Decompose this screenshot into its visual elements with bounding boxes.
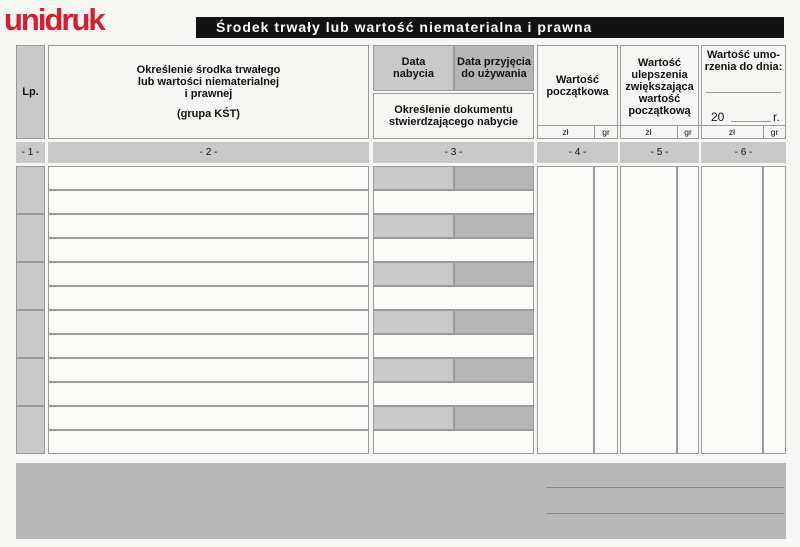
- col4-gr: gr: [602, 127, 610, 137]
- description-cell-bottom[interactable]: [48, 286, 369, 310]
- col6-zl: zł: [728, 127, 736, 137]
- col6-gr: gr: [770, 127, 779, 137]
- description-cell-top[interactable]: [48, 358, 369, 382]
- colnum-3: - 3 -: [373, 142, 534, 163]
- col6-split: [763, 125, 764, 139]
- col2-header-l3: i prawnej: [184, 88, 233, 100]
- acquisition-date-cell[interactable]: [373, 214, 454, 238]
- col3c-header-l2: stwierdzającego nabycie: [389, 116, 518, 128]
- summary-line-1: [546, 487, 784, 488]
- description-cell-bottom[interactable]: [48, 334, 369, 358]
- acquisition-date-cell[interactable]: [373, 310, 454, 334]
- lp-header: Lp.: [22, 86, 39, 98]
- depreciation-value-zl-cell[interactable]: [701, 166, 763, 454]
- description-cell-bottom[interactable]: [48, 430, 369, 454]
- description-cell-top[interactable]: [48, 310, 369, 334]
- col4-split: [594, 125, 595, 139]
- col5-header-l1: Wartość: [638, 57, 681, 69]
- document-cell[interactable]: [373, 382, 534, 406]
- description-cell-bottom[interactable]: [48, 382, 369, 406]
- col6-year-line: [731, 121, 771, 122]
- use-date-cell[interactable]: [454, 358, 534, 382]
- use-date-cell[interactable]: [454, 214, 534, 238]
- acquisition-date-cell[interactable]: [373, 358, 454, 382]
- col2-header-l4: (grupa KŚT): [177, 108, 240, 120]
- colnum-4: - 4 -: [537, 142, 618, 163]
- col6-year-suffix: r.: [773, 110, 780, 124]
- document-cell[interactable]: [373, 334, 534, 358]
- col5-split: [677, 125, 678, 139]
- use-date-cell[interactable]: [454, 406, 534, 430]
- colnum-6: - 6 -: [701, 142, 786, 163]
- col3a-header-l2: nabycia: [393, 68, 434, 80]
- initial-value-zl-cell[interactable]: [537, 166, 594, 454]
- description-cell-bottom[interactable]: [48, 238, 369, 262]
- col6-header-l1: Wartość umo-: [707, 49, 780, 61]
- initial-value-gr-cell[interactable]: [594, 166, 618, 454]
- acquisition-date-cell[interactable]: [373, 262, 454, 286]
- colnum-5: - 5 -: [620, 142, 699, 163]
- use-date-cell[interactable]: [454, 166, 534, 190]
- col5-header-l2: ulepszenia: [631, 69, 688, 81]
- currency-subrow-line: [537, 125, 786, 126]
- col3b-header-l2: do używania: [461, 68, 527, 80]
- colnum-2: - 2 -: [48, 142, 369, 163]
- document-cell[interactable]: [373, 238, 534, 262]
- col4-zl: zł: [562, 127, 569, 137]
- col6-date-line: [706, 92, 781, 93]
- lp-cell[interactable]: [16, 310, 45, 358]
- col5-header-l3: zwiększająca: [625, 81, 694, 93]
- improvement-value-gr-cell[interactable]: [677, 166, 699, 454]
- col2-header-l1: Określenie środka trwałego: [136, 64, 281, 76]
- description-cell-top[interactable]: [48, 406, 369, 430]
- brand-logo: [4, 2, 104, 38]
- col5-header-l4: wartość: [638, 93, 681, 105]
- description-cell-bottom[interactable]: [48, 190, 369, 214]
- use-date-cell[interactable]: [454, 262, 534, 286]
- description-cell-top[interactable]: [48, 262, 369, 286]
- col5-header-l5: początkową: [628, 105, 691, 117]
- summary-area: [16, 463, 786, 539]
- colnum-1: - 1 -: [16, 142, 45, 163]
- col5-zl: zł: [645, 127, 652, 137]
- col5-gr: gr: [684, 127, 692, 137]
- depreciation-value-gr-cell[interactable]: [763, 166, 786, 454]
- lp-cell[interactable]: [16, 262, 45, 310]
- brand-logo-text: unidruk: [4, 2, 104, 37]
- document-cell[interactable]: [373, 190, 534, 214]
- col2-header-l2: lub wartości niematerialnej: [137, 76, 280, 88]
- lp-cell[interactable]: [16, 214, 45, 262]
- lp-cell[interactable]: [16, 358, 45, 406]
- acquisition-date-cell[interactable]: [373, 166, 454, 190]
- col3c-header-l1: Określenie dokumentu: [394, 104, 513, 116]
- col6-year-prefix: 20: [711, 110, 725, 124]
- form-title: Środek trwały lub wartość niematerialna i prawna: [196, 17, 784, 38]
- lp-cell[interactable]: [16, 166, 45, 214]
- document-cell[interactable]: [373, 286, 534, 310]
- improvement-value-zl-cell[interactable]: [620, 166, 677, 454]
- document-cell[interactable]: [373, 430, 534, 454]
- lp-cell[interactable]: [16, 406, 45, 454]
- acquisition-date-cell[interactable]: [373, 406, 454, 430]
- description-cell-top[interactable]: [48, 166, 369, 190]
- col3b-header-l1: Data przyjęcia: [457, 56, 531, 68]
- col3a-header-l1: Data: [401, 56, 426, 68]
- col6-header-l2: rzenia do dnia:: [704, 61, 783, 73]
- use-date-cell[interactable]: [454, 310, 534, 334]
- col4-header-l2: początkowa: [546, 86, 609, 98]
- summary-line-2: [546, 513, 784, 514]
- description-cell-top[interactable]: [48, 214, 369, 238]
- col4-header-l1: Wartość: [556, 74, 599, 86]
